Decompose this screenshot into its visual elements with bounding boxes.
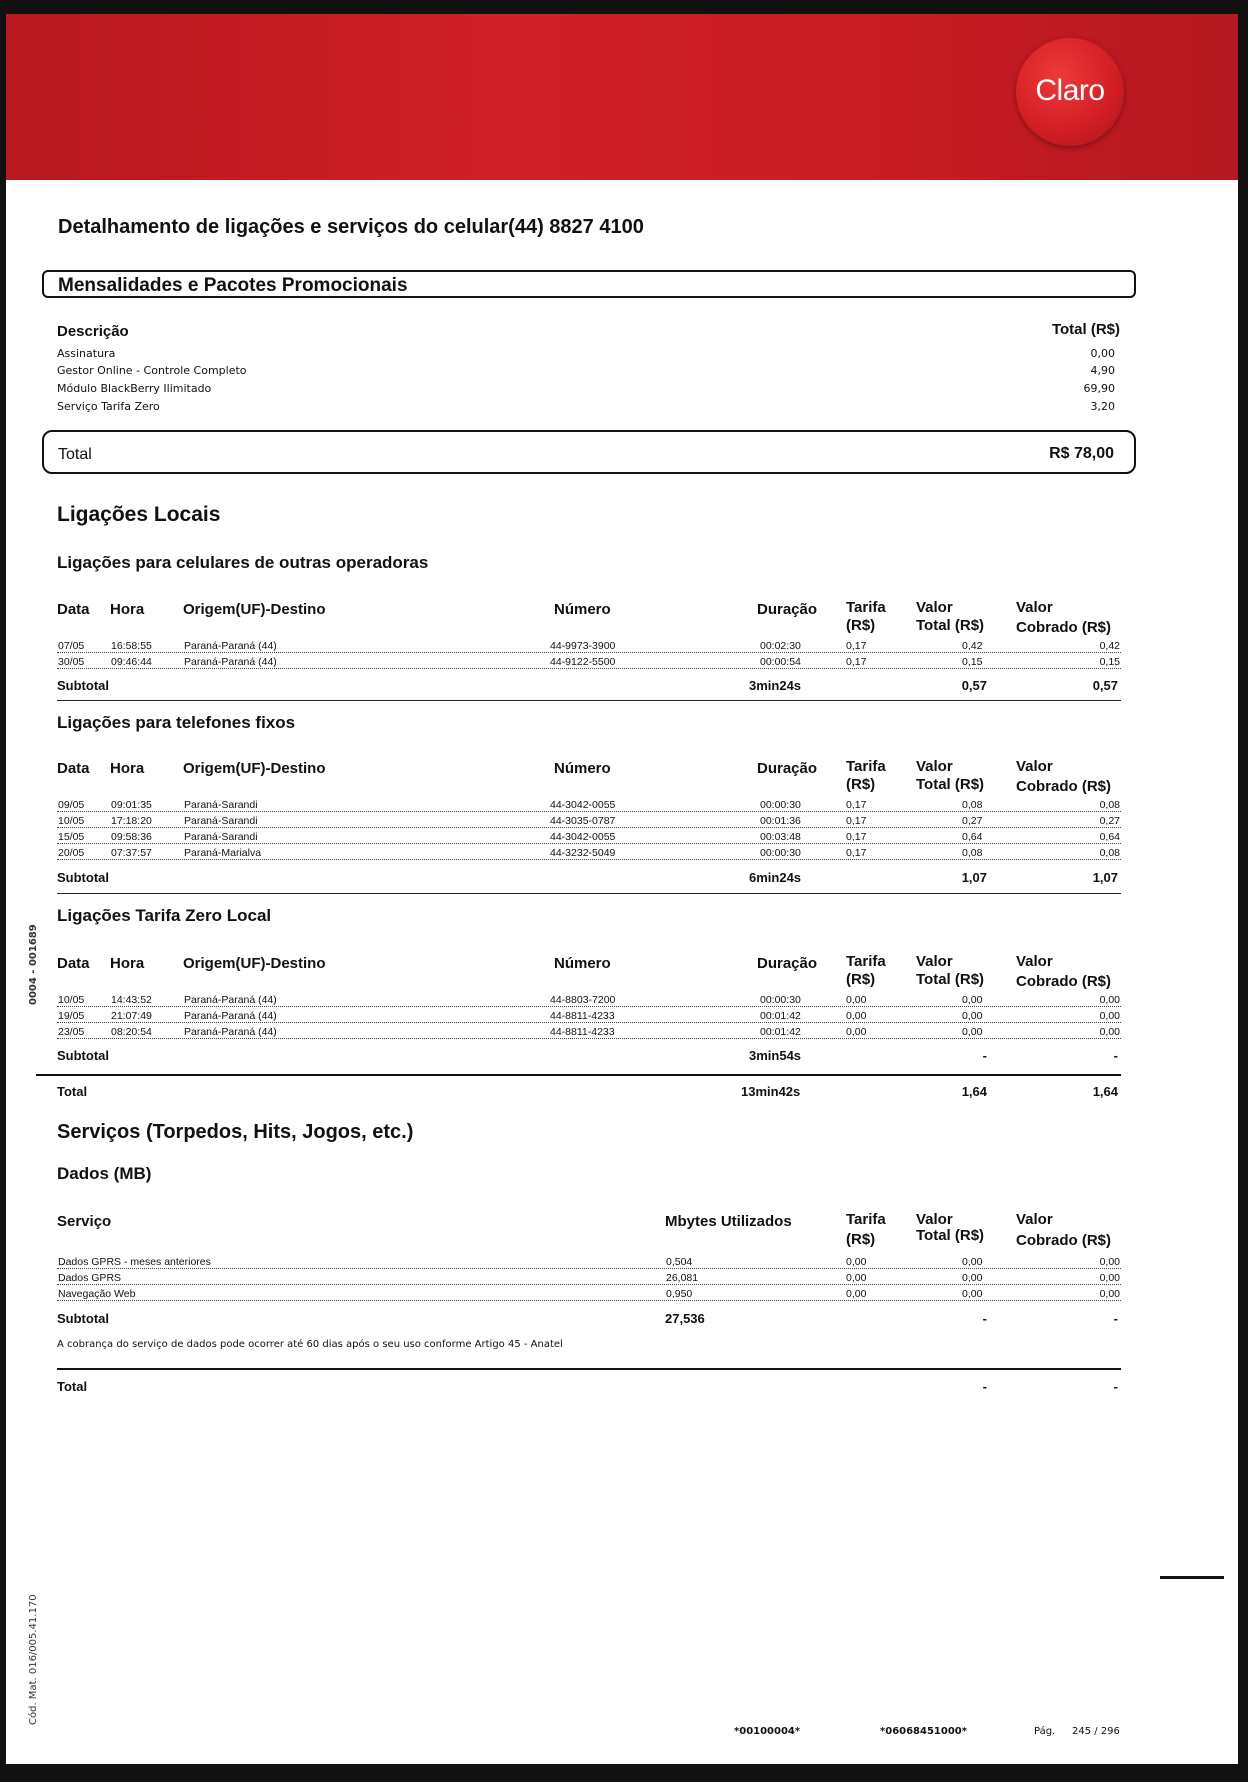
col-data: Data [57,760,90,777]
col-origem: Origem(UF)-Destino [183,601,326,618]
list-item-desc: Serviço Tarifa Zero [57,400,160,413]
list-item-value: 0,00 [1090,347,1115,360]
col-valor-cobrado-unit: Cobrado (R$) [1016,619,1111,636]
col-numero: Número [554,760,611,777]
mensalidades-heading: Mensalidades e Pacotes Promocionais [58,275,408,296]
col-valor-total: Valor [916,1211,953,1228]
col-valor-cobrado: Valor [1016,599,1053,616]
footer-code-1: *00100004* [734,1726,801,1737]
col-duracao: Duração [757,760,818,777]
col-valor-total: Valor [916,953,953,970]
table-row: 15/05 09:58:36 Paraná-Sarandi 44-3042-0055 00:03:48 0,17 0,64 0,64 [58,831,1120,843]
table-row: 10/05 17:18:20 Paraná-Sarandi 44-3035-0787 00:01:36 0,17 0,27 0,27 [58,815,1120,827]
page-label: Pág. [1034,1726,1056,1737]
side-code-bottom: Cód. Mat. 016/005.41.170 [28,1594,39,1725]
locais-heading: Ligações Locais [57,503,221,526]
desc-header: Descrição [57,323,129,340]
col-valor-total-unit: Total (R$) [916,617,985,634]
col-mbytes: Mbytes Utilizados [665,1213,792,1230]
total-value: R$ 78,00 [1049,445,1114,462]
fixos-heading: Ligações para telefones fixos [57,713,296,732]
divider [57,1368,1121,1370]
col-duracao: Duração [757,601,818,618]
col-valor-cobrado: Valor [1016,758,1053,775]
footer-code-2: *06068451000* [880,1726,967,1737]
celulares-heading: Ligações para celulares de outras operadoras [57,553,429,572]
col-numero: Número [554,955,611,972]
col-tarifa-unit: (R$) [846,617,876,634]
list-item-desc: Módulo BlackBerry Ilimitado [57,382,212,395]
table-row: 19/05 21:07:49 Paraná-Paraná (44) 44-8811-4233 00:01:42 0,00 0,00 0,00 [58,1010,1120,1022]
dados-heading: Dados (MB) [57,1164,152,1183]
list-item-value: 3,20 [1090,400,1115,413]
col-valor-cobrado-unit: Cobrado (R$) [1016,973,1111,990]
tarifa-zero-heading: Ligações Tarifa Zero Local [57,906,272,925]
table-row: Dados GPRS 26,081 0,00 0,00 0,00 [58,1272,1120,1284]
table-row: 23/05 08:20:54 Paraná-Paraná (44) 44-8811-4233 00:01:42 0,00 0,00 0,00 [58,1026,1120,1038]
mensalidades-total-box [42,430,1136,474]
col-hora: Hora [110,760,145,777]
col-valor-total: Valor [916,758,953,775]
col-valor-cobrado: Valor [1016,953,1053,970]
table-row: 10/05 14:43:52 Paraná-Paraná (44) 44-8803-7200 00:00:30 0,00 0,00 0,00 [58,994,1120,1006]
col-valor-cobrado: Valor [1016,1211,1053,1228]
col-hora: Hora [110,955,145,972]
divider [57,893,1121,894]
col-tarifa: Tarifa [846,953,886,970]
side-code-top: 0004 - 001689 [28,924,39,1005]
divider [36,1074,1121,1076]
col-valor-cobrado-unit: Cobrado (R$) [1016,1232,1111,1249]
list-item-desc: Assinatura [57,347,116,360]
margin-mark [1160,1576,1224,1579]
col-data: Data [57,955,90,972]
col-tarifa: Tarifa [846,758,886,775]
table-row: Dados GPRS - meses anteriores 0,504 0,00 0,00 0,00 [58,1256,1120,1268]
col-hora: Hora [110,601,145,618]
total-header: Total (R$) [1051,321,1120,338]
col-tarifa: Tarifa [846,1211,886,1228]
table-row: 30/05 09:46:44 Paraná-Paraná (44) 44-9122-5500 00:00:54 0,17 0,15 0,15 [58,656,1120,668]
servicos-heading: Serviços (Torpedos, Hits, Jogos, etc.) [57,1121,414,1143]
col-valor-total-unit: Total (R$) [916,971,985,988]
col-servico: Serviço [57,1213,112,1230]
col-tarifa-unit: (R$) [846,1231,876,1248]
page-title: Detalhamento de ligações e serviços do celular(44) 8827 4100 [58,216,644,238]
col-numero: Número [554,601,611,618]
col-valor-cobrado-unit: Cobrado (R$) [1016,778,1111,795]
col-valor-total-unit: Total (R$) [916,776,985,793]
col-origem: Origem(UF)-Destino [183,955,326,972]
dados-note: A cobrança do serviço de dados pode ocorrer até 60 dias após o seu uso conforme Artigo 45 - Anatel [57,1339,563,1350]
page-number: 245 / 296 [1072,1726,1120,1737]
table-row: 09/05 09:01:35 Paraná-Sarandi 44-3042-0055 00:00:30 0,17 0,08 0,08 [58,799,1120,811]
total-label: Total [58,446,92,463]
list-item-desc: Gestor Online - Controle Completo [57,364,247,377]
col-tarifa: Tarifa [846,599,886,616]
col-tarifa-unit: (R$) [846,776,876,793]
col-data: Data [57,601,90,618]
list-item-value: 69,90 [1083,382,1115,395]
col-valor-total-unit: Total (R$) [916,1227,985,1244]
mensalidades-header-box [42,270,1136,298]
claro-logo: Claro [1016,38,1124,146]
col-valor-total: Valor [916,599,953,616]
table-row: 20/05 07:37:57 Paraná-Marialva 44-3232-5049 00:00:30 0,17 0,08 0,08 [58,847,1120,859]
col-tarifa-unit: (R$) [846,971,876,988]
divider [57,700,1121,701]
table-row: Navegação Web 0,950 0,00 0,00 0,00 [58,1288,1120,1300]
table-row: 07/05 16:58:55 Paraná-Paraná (44) 44-9973-3900 00:02:30 0,17 0,42 0,42 [58,640,1120,652]
col-origem: Origem(UF)-Destino [183,760,326,777]
col-duracao: Duração [757,955,818,972]
list-item-value: 4,90 [1090,364,1115,377]
